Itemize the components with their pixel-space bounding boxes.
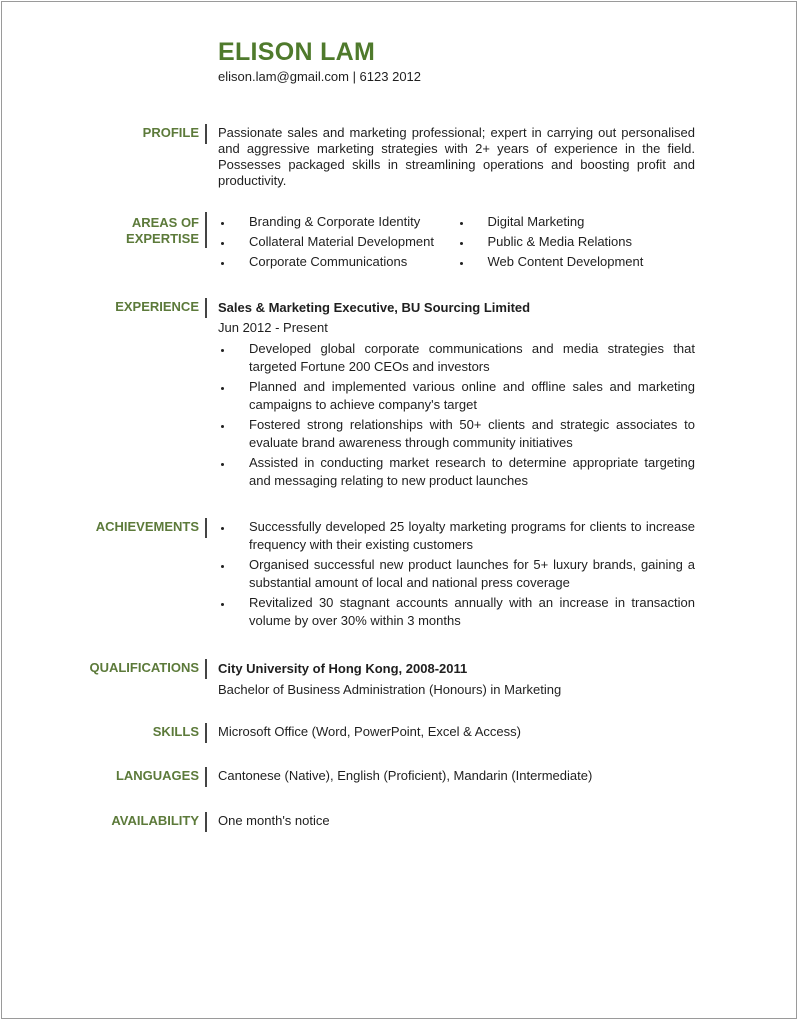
availability-text: One month's notice [218, 813, 330, 828]
experience-label: EXPERIENCE [115, 299, 199, 314]
qualifications-divider [205, 659, 207, 679]
languages-divider [205, 767, 207, 787]
languages-label: LANGUAGES [115, 768, 199, 783]
qualifications-content [218, 660, 695, 699]
expertise-column-1 [218, 212, 457, 272]
skills-text: Microsoft Office (Word, PowerPoint, Excel & Access) [218, 724, 521, 739]
experience-bullets [218, 340, 695, 490]
resume-header [218, 38, 421, 85]
profile-text: Passionate sales and marketing professional; expert in carrying out personalised and aggressive marketing strategies with 2+ years of experience in the field. Possesses packaged skills in streamlining operations and boosting profit and productivity. [218, 125, 695, 188]
expertise-column-2 [457, 212, 696, 272]
availability-divider [205, 812, 207, 832]
list-item: Branding & Corporate Identity [218, 212, 457, 232]
expertise-label [126, 215, 199, 247]
expertise-label-line1: AREAS OF [131, 215, 199, 230]
list-item: Web Content Development [457, 252, 696, 272]
list-item: Planned and implemented various online and offline sales and marketing campaigns to achieve company's target [218, 378, 695, 414]
candidate-name: ELISON LAM [218, 38, 376, 66]
contact-line: elison.lam@gmail.com | 6123 2012 [218, 69, 422, 84]
experience-divider [205, 298, 207, 318]
list-item: Organised successful new product launches for 5+ luxury brands, gaining a substantial amount of local and national press coverage [218, 556, 695, 592]
skills-label: SKILLS [152, 724, 199, 739]
school-name: City University of Hong Kong, 2008-2011 [218, 661, 468, 676]
list-item: Revitalized 30 stagnant accounts annually with an increase in transaction volume by over 30% within 3 months [218, 594, 695, 630]
availability-label: AVAILABILITY [111, 813, 199, 828]
list-item: Collateral Material Development [218, 232, 457, 252]
list-item: Developed global corporate communications and media strategies that targeted Fortune 200 CEOs and investors [218, 340, 695, 376]
languages-text: Cantonese (Native), English (Proficient), Mandarin (Intermediate) [218, 768, 593, 783]
expertise-label-line2: EXPERTISE [126, 231, 199, 246]
degree-name: Bachelor of Business Administration (Honours) in Marketing [218, 682, 562, 697]
expertise-divider [205, 212, 207, 248]
job-title: Sales & Marketing Executive, BU Sourcing Limited [218, 300, 531, 315]
qualifications-label: QUALIFICATIONS [89, 660, 199, 675]
profile-divider [205, 124, 207, 144]
achievements-divider [205, 518, 207, 538]
list-item: Assisted in conducting market research to determine appropriate targeting and messaging relating to new product launches [218, 454, 695, 490]
list-item: Successfully developed 25 loyalty marketing programs for clients to increase frequency with their existing customers [218, 518, 695, 554]
experience-content [218, 299, 695, 492]
achievements-label: ACHIEVEMENTS [95, 519, 199, 534]
profile-label: PROFILE [142, 125, 199, 140]
list-item: Digital Marketing [457, 212, 696, 232]
skills-divider [205, 723, 207, 743]
achievements-content [218, 518, 695, 632]
list-item: Corporate Communications [218, 252, 457, 272]
list-item: Public & Media Relations [457, 232, 696, 252]
achievements-bullets [218, 518, 695, 630]
expertise-list [218, 212, 695, 272]
list-item: Fostered strong relationships with 50+ clients and strategic associates to evaluate brand awareness through community initiatives [218, 416, 695, 452]
job-dates: Jun 2012 - Present [218, 320, 328, 335]
